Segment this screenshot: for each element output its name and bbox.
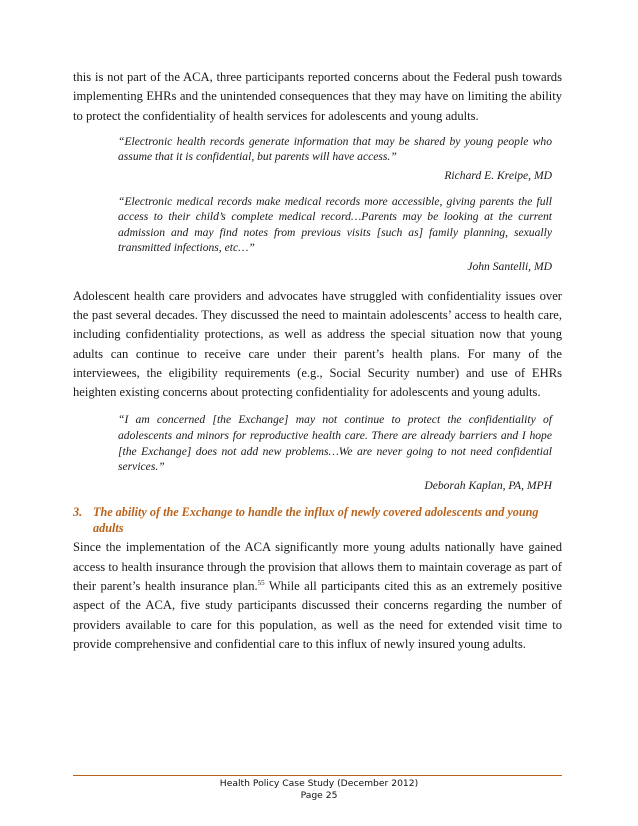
quote-block-kaplan: [118, 412, 552, 493]
quote-text: “Electronic medical records make medical records more accessible, giving parents the full access to their child’s complete medical record…Parents may be looking at the current admission and may find notes from previous visits [such as] family planning, sexually transmitted infections, etc…”: [118, 194, 552, 255]
quote-text: “Electronic health records generate information that may be shared by young people who assume that it is confidential, but parents will have access.”: [118, 134, 552, 164]
quote-attribution: John Santelli, MD: [467, 260, 552, 274]
quote-attribution: Richard E. Kreipe, MD: [444, 169, 552, 183]
section-number: 3.: [73, 505, 83, 520]
body-paragraph-1: this is not part of the ACA, three participants reported concerns about the Federal push towards implementing EHRs and the unintended consequences that they may have on limiting the ability to protect the confidentiality of health services for adolescents and young adults.: [73, 70, 562, 123]
page-number: Page 25: [300, 790, 338, 801]
section-heading: [73, 505, 562, 536]
quote-attribution: Deborah Kaplan, PA, MPH: [424, 478, 552, 492]
quote-block-kreipe: [118, 134, 552, 184]
body-paragraph-3: [73, 538, 562, 654]
body-paragraph-2: Adolescent health care providers and advocates have struggled with confidentiality issues over the past several decades. They discussed the need to maintain adolescents’ access to health care, including confidentiality protections, as well as address the special situation now that young adults can continue to receive care under their parent’s health plans. For many of the interviewees, the eligibility requirements (e.g., Social Security number) and use of EHRs heighten existing concerns about protecting confidentiality for adolescents and young adults.: [73, 288, 562, 400]
footnote-reference[interactable]: 55: [257, 578, 265, 587]
quote-block-santelli: [118, 194, 552, 275]
footer-divider: [73, 775, 562, 776]
footer-title: Health Policy Case Study (December 2012): [219, 778, 419, 789]
paragraph-text: Since the implementation of the ACA significantly more young adults nationally have gained access to health insurance through the provision that allows them to maintain coverage as part of their parent’s health insurance plan.: [73, 540, 562, 593]
page-content: [73, 68, 562, 654]
section-heading-text: The ability of the Exchange to handle the influx of newly covered adolescents and young adults: [93, 505, 539, 535]
quote-text: “I am concerned [the Exchange] may not continue to protect the confidentiality of adolescents and minors for reproductive health care. There are already barriers and I hope [the Exchange] does not add new problems…We are never going to not need confidential services.”: [118, 413, 552, 474]
paragraph-text: While all participants cited this as an extremely positive aspect of the ACA, five study participants discussed their concerns regarding the number of providers available to care for this population, as well as the need for extended visit time to provide comprehensive and confidential care to this influx of newly insured young adults.: [73, 578, 562, 651]
